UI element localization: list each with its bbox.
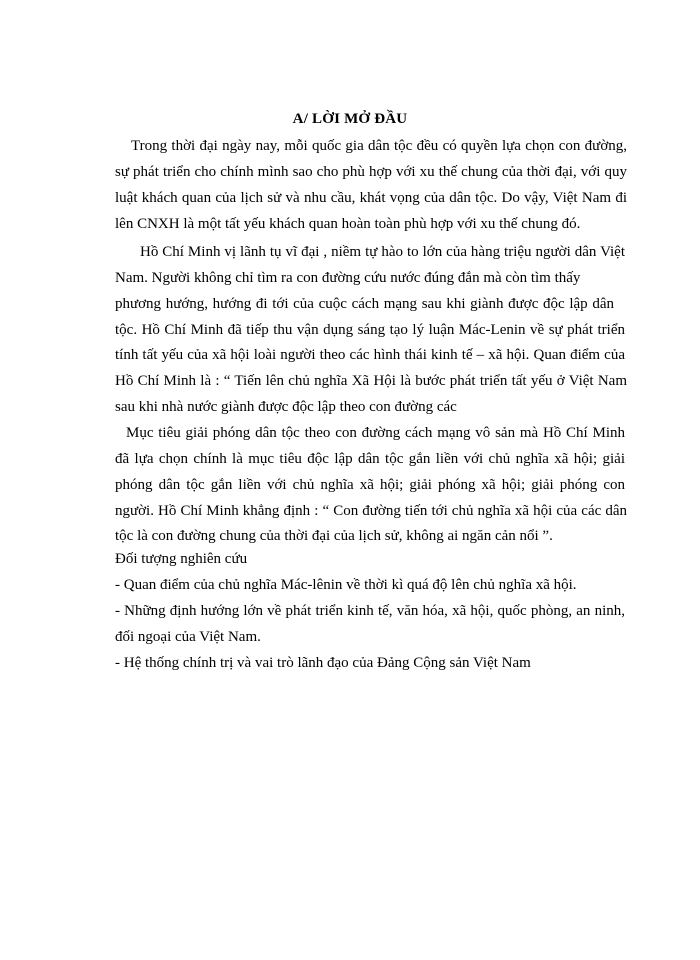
page-title: A/ LỜI MỞ ĐẦU [292, 111, 408, 127]
list-item-continuation: đối ngoại của Việt Nam. [115, 629, 261, 645]
paragraph-line: sự phát triển cho chính mình sao cho phù hợp với xu thế chung của thời đại, với quy [115, 164, 627, 180]
paragraph-line: người. Hồ Chí Minh khẳng định : “ Con đường tiến tới chủ nghĩa xã hội của các dân [115, 503, 627, 519]
paragraph-line: sau khi nhà nước giành được độc lập theo con đường các [115, 399, 457, 415]
list-item: - Những định hướng lớn về phát triển kinh tế, văn hóa, xã hội, quốc phòng, an ninh, [115, 603, 625, 619]
paragraph-line: phóng dân tộc gắn liền với chủ nghĩa xã hội; giải phóng xã hội; giải phóng con [115, 477, 625, 493]
paragraph-line: tộc. Hồ Chí Minh đã tiếp thu vận dụng sáng tạo lý luận Mác-Lenin về sự phát triển [115, 322, 625, 338]
paragraph-line: luật khách quan của lịch sử và nhu cầu, khát vọng của dân tộc. Do vậy, Việt Nam đi [115, 190, 627, 206]
paragraph-line: Trong thời đại ngày nay, mỗi quốc gia dân tộc đều có quyền lựa chọn con đường, [131, 138, 627, 154]
paragraph-line: Mục tiêu giải phóng dân tộc theo con đường cách mạng vô sản mà Hồ Chí Minh [126, 425, 625, 441]
paragraph-line: phương hướng, hướng đi tới của cuộc cách mạng sau khi giành được độc lập dân [115, 296, 614, 312]
paragraph-line: đã lựa chọn chính là mục tiêu độc lập dân tộc gắn liền với chủ nghĩa xã hội; giải [115, 451, 625, 467]
paragraph-line: Nam. Người không chỉ tìm ra con đường cứu nước đúng đắn mà còn tìm thấy [115, 270, 581, 286]
section-heading: Đối tượng nghiên cứu [115, 551, 248, 567]
list-item: - Hệ thống chính trị và vai trò lãnh đạo của Đảng Cộng sản Việt Nam [115, 655, 531, 671]
paragraph-line: Hồ Chí Minh vị lãnh tụ vĩ đại , niềm tự hào to lớn của hàng triệu người dân Việt [140, 244, 625, 260]
paragraph-line: Hồ Chí Minh là : “ Tiến lên chủ nghĩa Xã Hội là bước phát triển tất yếu ở Việt Nam [115, 373, 627, 389]
list-item: - Quan điểm của chủ nghĩa Mác-lênin về thời kì quá độ lên chủ nghĩa xã hội. [115, 577, 577, 593]
paragraph-line: tộc là con đường chung của thời đại của lịch sử, không ai ngăn cản nổi ”. [115, 528, 553, 544]
paragraph-line: tính tất yếu của xã hội loài người theo các hình thái kinh tế – xã hội. Quan điểm của [115, 347, 625, 363]
paragraph-line: lên CNXH là một tất yếu khách quan hoàn toàn phù hợp với xu thế chung đó. [115, 216, 581, 232]
